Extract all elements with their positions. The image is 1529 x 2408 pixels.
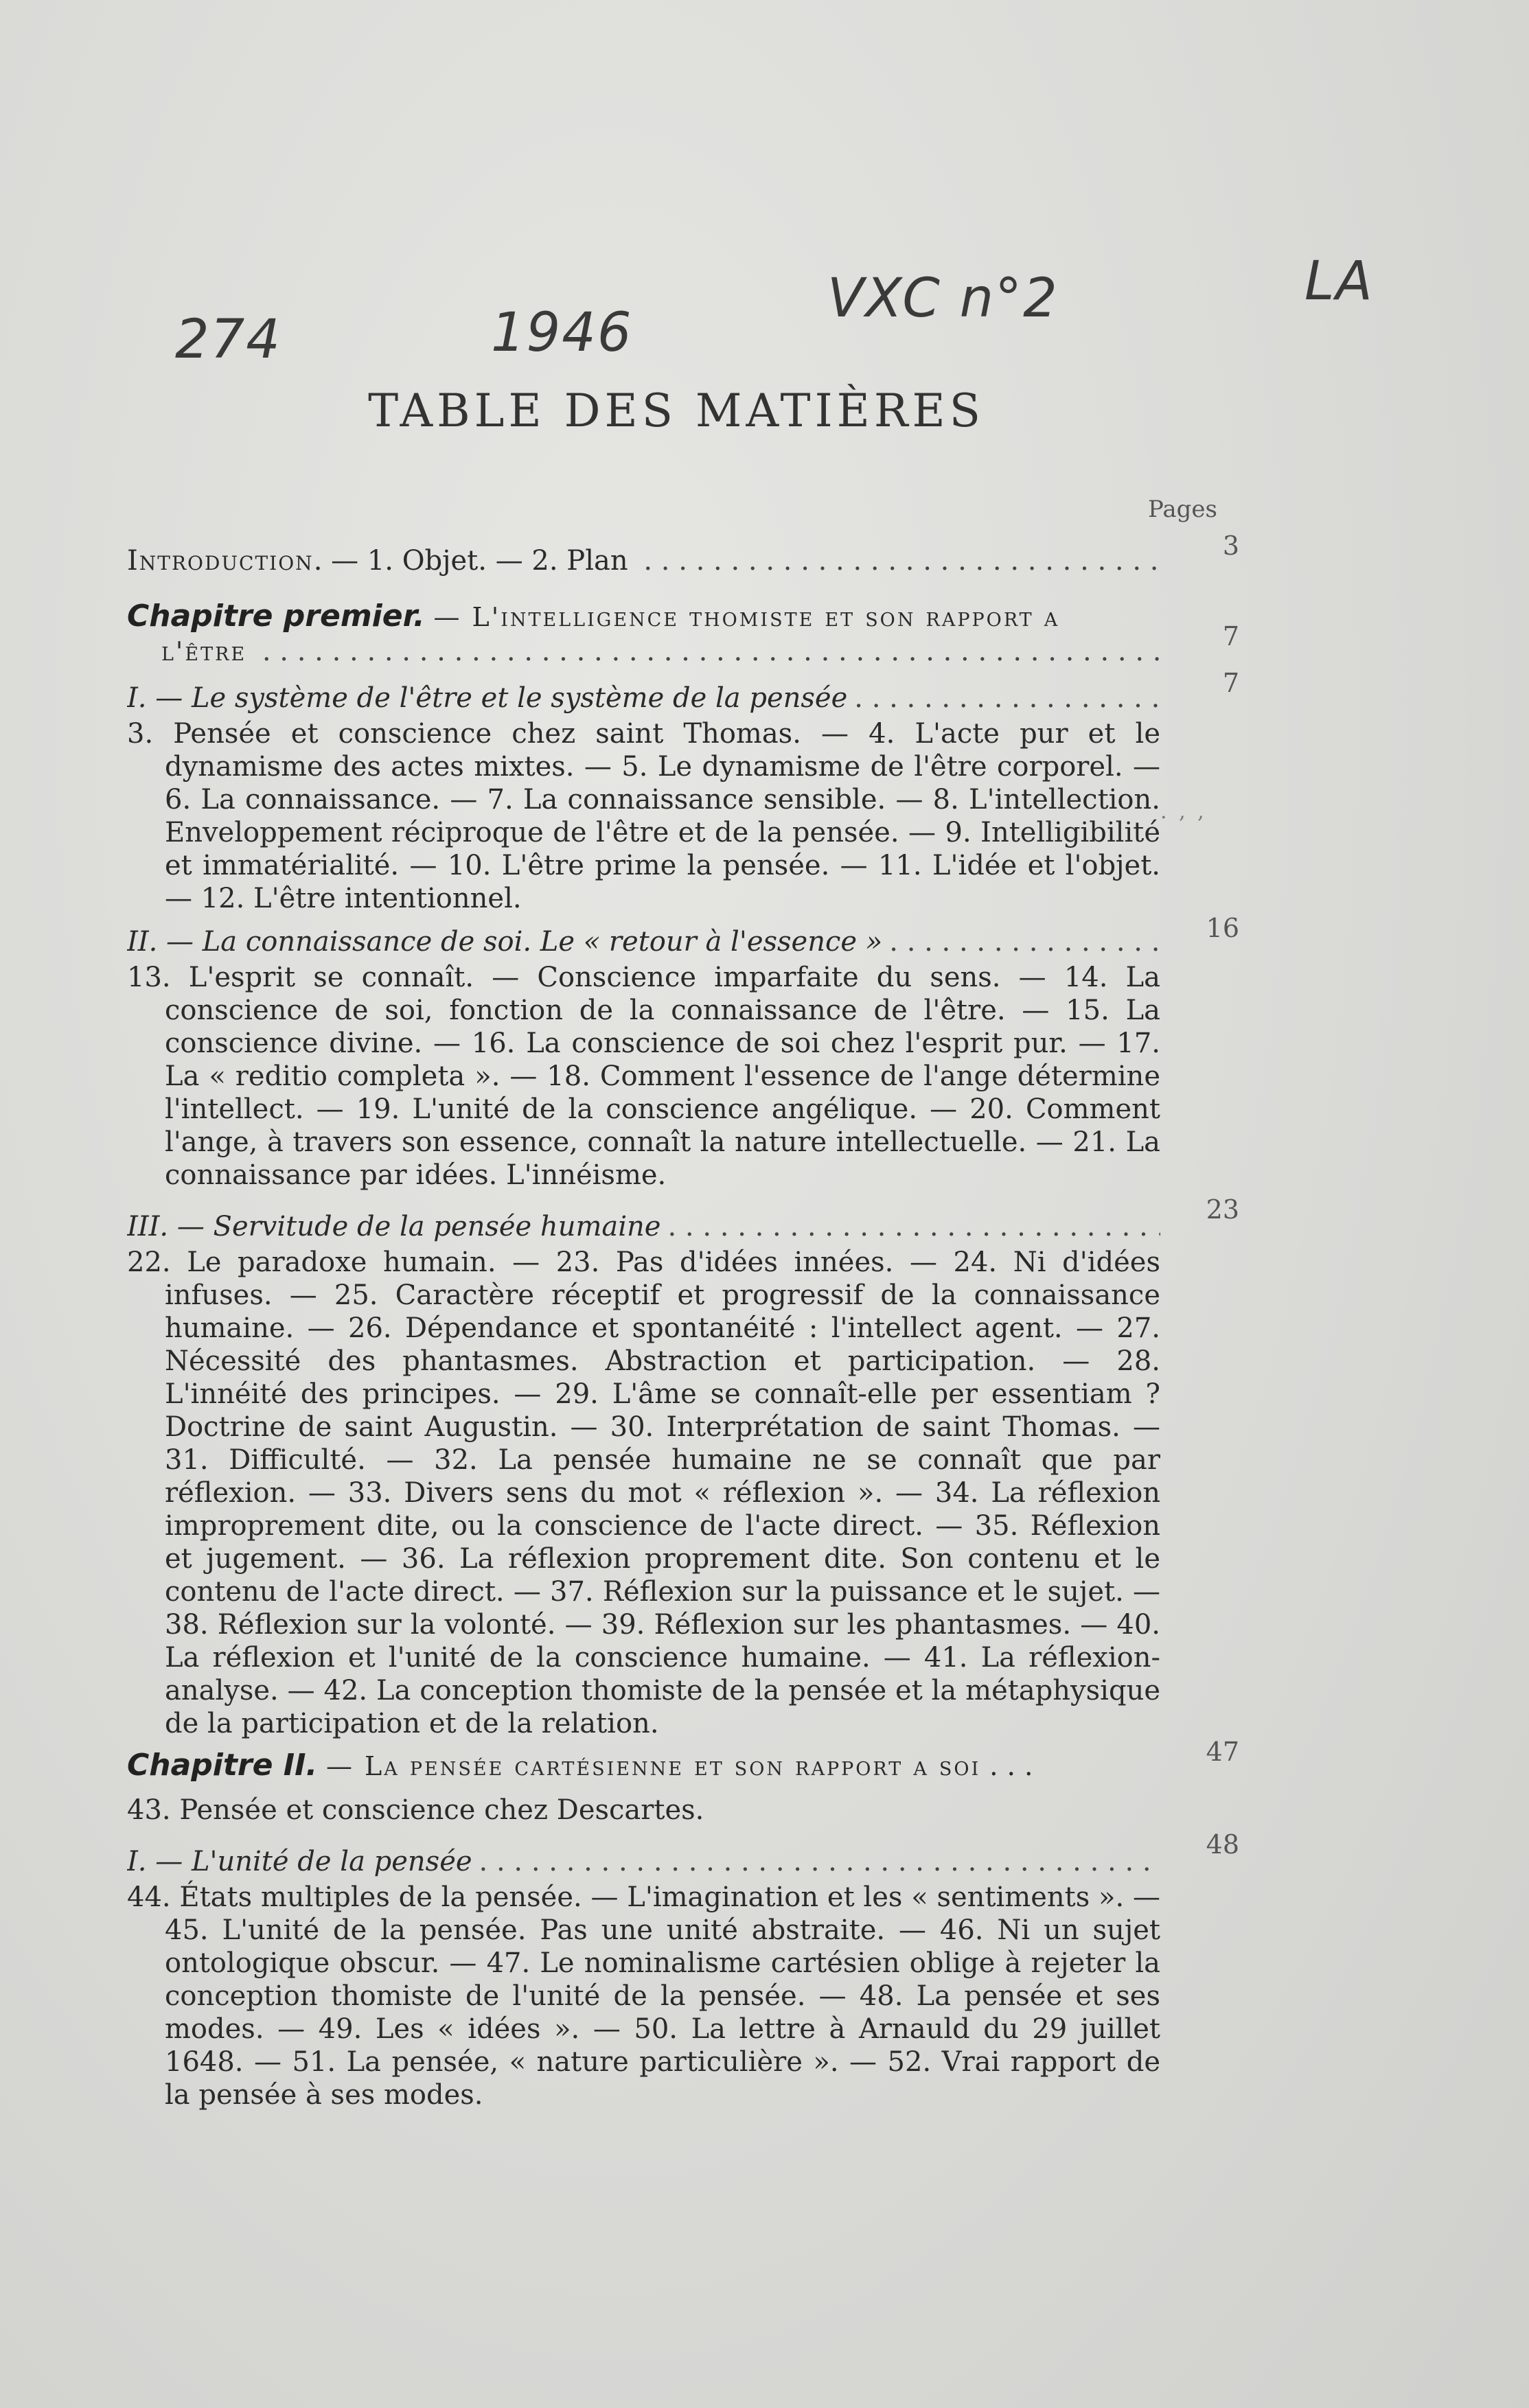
chapter-1-subtitle-cont	[161, 635, 1160, 668]
chapter-2-heading	[127, 1749, 1160, 1783]
section-paragraph	[127, 961, 1160, 1192]
handwritten-code: VXC n°2	[827, 268, 1059, 329]
section-heading: II. — La connaissance de soi. Le « retour à l'essence » . . .	[127, 925, 1160, 958]
toc-entry-introduction	[127, 544, 1160, 577]
section-paragraph	[127, 1881, 1160, 2111]
section-paragraph-text: 3. Pensée et conscience chez saint Thomas. — 4. L'acte pur et le dynamisme des actes mixtes. — 5. Le dynamisme de l'être corporel. — 6. La connaissance. — 7. La connaissance sensible. — 8. L'intellection. Enveloppement réciproque de l'être et de la pensée. — 9. Intelligibilité et immatérialité. — 10. L'être prime la pensée. — 11. L'idée et l'objet. — 12. L'être intentionnel.	[127, 718, 1160, 914]
chapter-1-subtitle-2: l'être	[161, 636, 247, 667]
handwritten-number: 274	[175, 309, 281, 371]
page-number: 48	[1206, 1829, 1239, 1860]
section-paragraph-text: 22. Le paradoxe humain. — 23. Pas d'idées innées. — 24. Ni d'idées infuses. — 25. Caractère réceptif et progressif de la connaissance humaine. — 26. Dépendance et spontanéité : l'intellect agent. — 27. Nécessité des phantasmes. Abstraction et participation. — 28. L'innéité des principes. — 29. L'âme se connaît-elle per essentiam ? Doctrine de saint Augustin. — 30. Interprétation de saint Thomas. — 31. Difficulté. — 32. La pensée humaine ne se connaît que par réflexion. — 33. Divers sens du mot « réflexion ». — 34. La réflexion improprement dite, ou la conscience de l'acte direct. — 35. Réflexion et jugement. — 36. La réflexion proprement dite. Son contenu et le contenu de l'acte direct. — 37. Réflexion sur la puissance et le sujet. — 38. Réflexion sur la volonté. — 39. Réflexion sur les phantasmes. — 40. La réflexion et l'unité de la conscience humaine. — 41. La réflexion-analyse. — 42. La conception thomiste de la pensée et la métaphysique de la participation et de la relation.	[127, 1247, 1160, 1739]
page-title: TABLE DES MATIÈRES	[368, 384, 985, 437]
section-heading: III. — Servitude de la pensée humaine . . .	[127, 1210, 1160, 1243]
chapter-2-subtitle: — La pensée cartésienne et son rapport a soi	[325, 1751, 981, 1781]
section-paragraph-text: 13. L'esprit se connaît. — Conscience imparfaite du sens. — 14. La conscience de soi, fonction de la connaissance de l'être. — 15. La conscience divine. — 16. La conscience de soi chez l'esprit pur. — 17. La « reditio completa ». — 18. Comment l'essence de l'ange détermine l'intellect. — 19. L'unité de la conscience angélique. — 20. Comment l'ange, à travers son essence, connaît la nature intellectuelle. — 21. La connaissance par idées. L'innéisme.	[127, 962, 1160, 1191]
margin-mark: . , ,	[1160, 800, 1207, 824]
page-number: 23	[1206, 1194, 1239, 1225]
chapter-2-title: Chapitre II.	[127, 1748, 318, 1783]
page-number: 3	[1222, 531, 1239, 561]
section-paragraph	[127, 1246, 1160, 1740]
section-paragraph-text: 44. États multiples de la pensée. — L'imagination et les « sentiments ». — 45. L'unité de la pensée. Pas une unité abstraite. — 46. Ni un sujet ontologique obscur. — 47. Le nominalisme cartésien oblige à rejeter la conception thomiste de l'unité de la pensée. — 48. La pensée et ses modes. — 49. Les « idées ». — 50. La lettre à Arnauld du 29 juillet 1648. — 51. La pensée, « nature particulière ». — 52. Vrai rapport de la pensée à ses modes.	[127, 1882, 1160, 2111]
chapter-2-intro: 43. Pensée et conscience chez Descartes.	[127, 1794, 704, 1826]
section-heading: I. — Le système de l'être et le système de la pensée . . .	[127, 682, 1160, 715]
page-number: 7	[1222, 668, 1239, 698]
chapter-1-heading	[127, 600, 1160, 634]
section-heading: I. — L'unité de la pensée . . .	[127, 1845, 1160, 1878]
page-number: 47	[1206, 1737, 1239, 1767]
handwritten-initials: LA	[1304, 251, 1374, 312]
pages-column-label: Pages	[1148, 496, 1217, 523]
chapter-2-leader: . . .	[989, 1750, 1033, 1782]
chapter-1-title: Chapitre premier.	[127, 599, 425, 634]
intro-label: Introduction	[127, 545, 314, 577]
handwritten-year: 1946	[491, 302, 633, 364]
page-number: 16	[1206, 913, 1239, 943]
chapter-1-subtitle: — L'intelligence thomiste et son rapport a	[433, 602, 1060, 632]
section-paragraph	[127, 717, 1160, 915]
intro-text: . — 1. Objet. — 2. Plan	[313, 545, 628, 577]
page-number: 7	[1222, 621, 1239, 651]
